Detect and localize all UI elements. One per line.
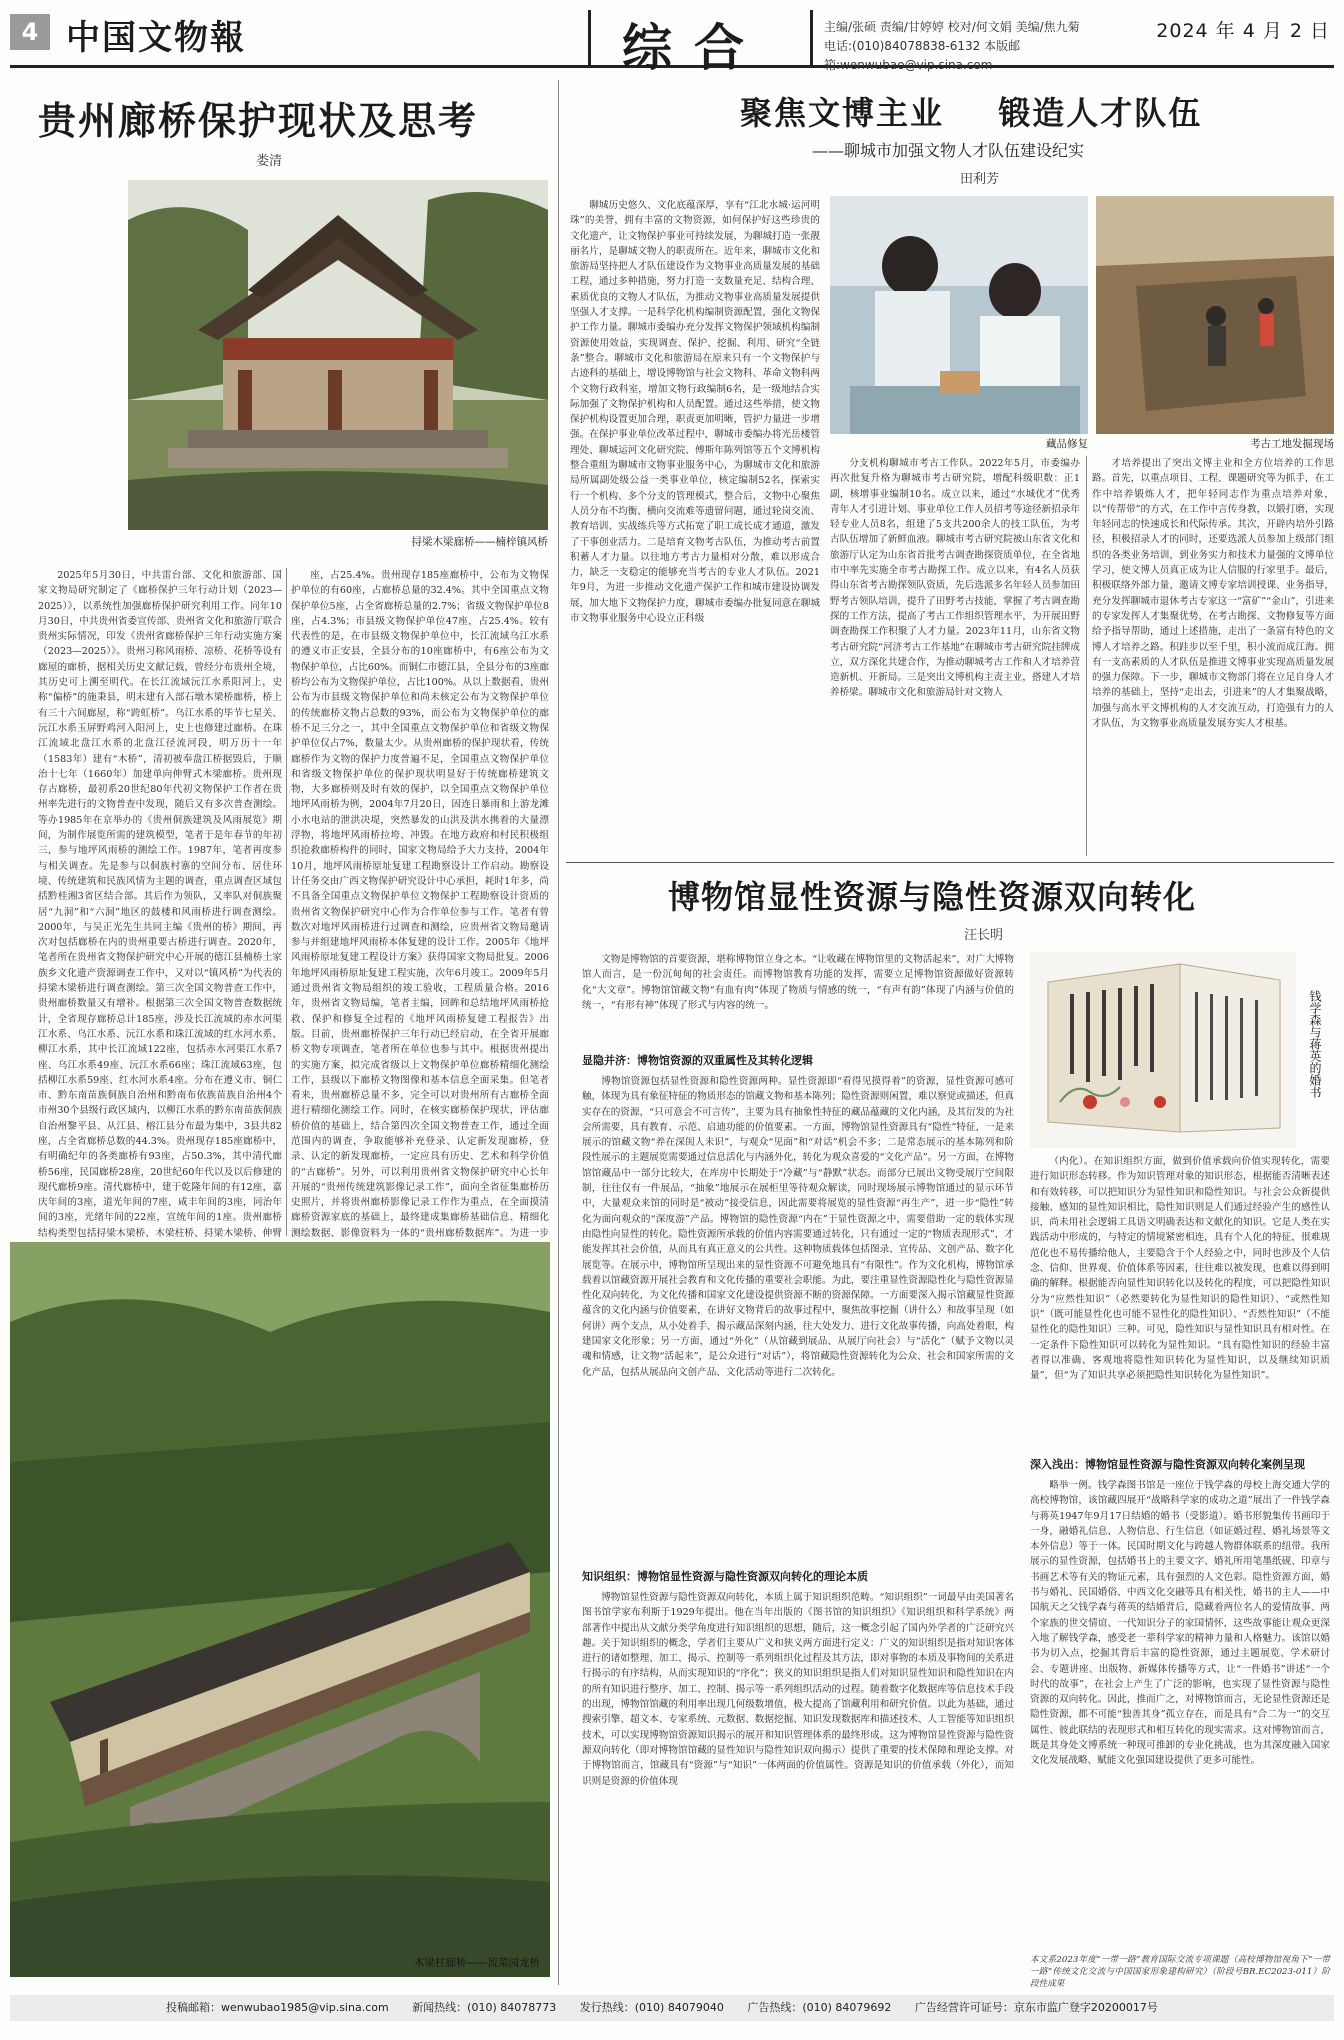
bridge-photo-1 — [128, 180, 548, 530]
photo-caption: 木梁柱廊桥——流菜园龙桥 — [414, 1957, 540, 1969]
ad-hotline: 广告热线：(010) 84079692 — [747, 2001, 892, 2014]
article-title: 贵州廊桥保护现状及思考 — [38, 98, 479, 143]
article-body-column: 博物馆资源包括显性资源和隐性资源两种。显性资源即“看得见摸得着”的资源，显性资源可感可触，体现为具有象征特征的物质形态的馆藏文物和基本陈列；隐性资源则闲置，难以察觉或描述，但真实存在的资源，“只可意会不可言传”，主要为具有抽象性特征的藏品蕴藏的文化内涵，及其衍发的为社会所需要，具有教育、示范、启迪功能的价值要素。一方面，博物馆显性资源具有“隐性”特征，一是来展示的馆藏文物“养在深闺人未识”，与观众“见面”和“对话”机会不多；二是常态展示的基本陈列和阶段性展示的主题展览需要通过信息活化与内涵外化，转化为观众喜爱的“文化产品”。另一方面，在博物馆馆藏品中一部分比较大，在库房中长期处于“冷藏”与“静默”状态。而部分已展出文物受展厅空间限制，往往仅有一件展品，“抽象”地展示在展柜里等待观众解读，同时现场展示博物馆通过的显示环节中，大量观众来馆的同时是“被动”接受信息，因此需要将展览的显性资源“再生产”，进一步“隐性”转化为面向观众的“深度游”产品。博物馆的隐性资源“内在”于显性资源之中，需要借助一定的载体实现由隐性向显性的转化。隐性资源所承载的价值内容需要通过转化，只有通过一定的“物质表现形式”，才能发挥其社会价值，从而具有真正意义的公共性。这种物质载体包括图录、宣传品、文创产品、数字化展览等。在展示中，博物馆所呈现出来的显性资源不可避免地具有“有限性”。作为文化机构，博物馆承载着以馆藏资源开展社会教育和文化传播的重要社会职能。为此，要注重显性资源隐性化与隐性资源显性化双向转化，为文化传播和国家文化建设提供资源不断的资源保障。一方面要深入揭示馆藏显性资源蕴含的文化内涵与价值要素，在讲好文物背后的故事过程中，聚焦故事挖掘（讲什么）和故事呈现（如何讲）两个支点，从小处着手、揭示藏品深刻内涵，往大处发力、进行文化故事传播，向高处着眼，构建国家文化形象；另一方面，通过“外化”（从馆藏到展品、从展厅向社会）与“活化”（赋予文物以灵魂和情感，让文物“活起来”，是公众进行“对话”），将馆藏隐性资源转化为公众、社会和国家所需的文化产品，包括从展品向文创产品、文化活动等进行二次转化。 — [582, 1076, 1014, 1378]
marriage-certificate-image — [1030, 952, 1296, 1148]
article-author: 娄清 — [256, 154, 283, 169]
article-body-column: （内化）。在知识组织方面，做到价值承载向价值实现转化，需要进行知识形态转移。作为知识管理对象的知识形态，根据能否清晰表述和有效转移，可以把知识分为显性知识和隐性知识。与社会公众新提供接触、感知的显性知识相比，隐性知识则是人们通过经验产生的感性认识，尚未用社会逻辑工具语文明确表达和文献化的知识。它是人类在实践活动中形成的，与特定的情境紧密相连，具有个人化的特征，很难规范化也不易传播给他人，主要隐含于个人经验之中，同时也涉及个人信念、信仰、世界观、价值体系等因素，往往难以被发现，也难以得到明确的解释。根据能否向显性知识转化以及转化的程度，可以把隐性知识分为“应然性知识”（必然要转化为显性知识的隐性知识）、“或然性知识”（既可能显性化也可能不显性化的隐性知识）、“否然性知识”（不能显性化的隐性知识）三种。可见，隐性知识与显性知识具有相对性。在一定条件下隐性知识可以转化为显性知识。“具有隐性知识的经验丰富者得以准确、客观地将隐性知识转化为显性知识，以及继续知识质量”，但“为了知识共享必须把隐性知识转化为显性知识”。 — [1030, 1156, 1330, 1382]
masthead-divider — [810, 10, 813, 66]
article-body-column: 聊城历史悠久、文化底蕴深厚，享有“江北水城·运河明珠”的美誉，拥有丰富的文物资源，如何保护好这些珍贵的文化遗产，让文物保护事业可持续发展，为聊城打造一张靓丽名片，是聊城文物人的职责所在。近年来，聊城市文化和旅游局坚持把人才队伍建设作为文物事业高质量发展的基础工程，通过多种措施，努力打造一支数量充足、结构合理、素质优良的文物人才队伍，为推动文物事业高质量发展提供坚强人才支撑。一是科学化机构编制资源配置，强化文物保护工作力量。聊城市委编办充分发挥文物保护领域机构编制资源使用效益，实现调查、保护、挖掘、利用、研究“全链条”整合。聊城市文化和旅游局在原来只有一个文物保护与古迹科的基础上，增设博物馆与社会文物科、革命文物科两个文物行政科室，增加文物行政编制6名，是一级地结合实际加强了文物保护机构和人员配置。通过这些举措，使文物保护机构设置更加合理，职责更加明晰，管护力量进一步增强。在保护事业单位改革过程中，聊城市委编办将光岳楼管理处、聊城运河文化研究院、傅斯年陈列馆等五个文博机构整合重组为聊城市文物事业服务中心，为聊城市文化和旅游局所属副处级公益一类事业单位，核定编制52名，探索实行一个机构、多个分支的管理模式，整合后，文物中心聚焦人员分布不均衡、横向交流难等遗留问题，通过轮岗交流、教育培训、实战练兵等方式拓宽了职工成长成才通道，激发了干事创业活力。二是培育文物考古队伍，为推动考古前置积蓄人才力量。以往地方考古力量相对分散，难以形成合力，缺乏一支稳定的能够充当考古的专业人才队伍。2021年9月，为进一步推动文化遗产保护工作和城市建设协调发展，加大地下文物保护力度，聊城市委编办批复同意在聊城市文物事业服务中心设立正科级 — [570, 200, 820, 625]
photo-caption: 挦梁木梁廊桥——楠梓镇风桥 — [411, 536, 548, 548]
photo-caption: 考古工地发掘现场 — [1250, 438, 1334, 450]
marriage-certificate-photo — [1030, 952, 1296, 1148]
article-body-column: 分支机构聊城市考古工作队。2022年5月，市委编办再次批复升格为聊城市考古研究院，增配科级职数：正1副，核增事业编制10名。成立以来，通过“水城优才”优秀青年人才引进计划、事业单位工作人员招考等途径新招录年轻专业人员8名，组建了5支共200余人的技工队伍，为考古队伍增加了新鲜血液。聊城市考古研究院被山东省文化和旅游厅认定为山东省首批考古调查勘探资质单位，在全省地市中率先实施全市考古勘探工作。成立以来，有4名人员获得山东省考古勘探领队资质，先后选派多名年轻人员参加田野考古领队培训，提升了田野考古技能，掌握了考古调查勘探的工作方法，提高了考古工作组织管理水平，为开展田野调查勘探工作积聚了人才力量。2023年11月，山东省文物考古研究院“河济考古工作基地”在聊城市考古研究院挂牌成立，双方深化共建合作，为推动聊城考古工作和人才培养营造新机、开新局。三是突出文博机构主责主业，搭建人才培养桥梁。聊城市文化和旅游局针对文物人 — [830, 458, 1080, 699]
column-rule — [286, 568, 287, 1236]
masthead-divider — [588, 10, 591, 66]
bridge-photo-2 — [10, 1242, 550, 1977]
page-number: 4 — [10, 14, 50, 50]
article-body-column: 才培养提出了突出文博主业和全方位培养的工作思路。首先，以重点项目、工程、课题研究等为抓手，在工作中培养锻炼人才，把年轻同志作为重点培养对象，以“传帮带”的方式，在工作中言传身教，以锻打磨，实现年轻同志的快速成长和代际传承。其次，开辟内培外引路径，积极招录人才的同时，还要选派人员参加上级部门组织的各类业务培训，到业务实力和技术力量强的文博单位学习，使文博人员真正成为让人信服的行家里手。最后，积极联络外部力量，邀请文博专家培训授课、业务指导，充分发挥聊城市退休考古专家这一“富矿”“金山”，引进来的专家发挥人才集聚优势，在考古勘探、文物修复等方面给予指导帮助，通过上述措施，走出了一条富有特色的文博人才培养之路。积跬步以至千里，积小流而成江海。拥有一支高素质的人才队伍是推进文博事业实现高质量发展的强力保障。下一步，聊城市文物部门将在立足自身人才培养的基础上，坚持“走出去，引进来”的人才集聚战略，加强与高水平文博机构的人才交流互动，打造强有力的人才队伍，为文物事业高质量发展夯实人才根基。 — [1092, 458, 1334, 730]
excavation-photo — [1096, 196, 1334, 434]
article-title: 博物馆显性资源与隐性资源双向转化 — [668, 878, 1197, 916]
article-title — [740, 88, 1202, 134]
distribution-hotline: 发行热线：(010) 84079040 — [579, 2001, 724, 2014]
editors-info — [824, 18, 1184, 75]
editors-line: 主编/张硕 责编/甘婷婷 校对/何文娟 美编/焦九菊 — [824, 20, 1080, 34]
article-body-column: 2025年5月30日，中共雷台部、文化和旅游部、国家文物局研究制定了《廊桥保护三年行动计划（2023—2025）》，以系统性加强廊桥保护研究利用工作。同年10月30日，中共贵州省委宣传部、贵州省文化和旅游厅联合贵州实际情况，印发《贵州省廊桥保护三年行动实施方案（2023—2025）》。贵州习称风雨桥、凉桥、花桥等设有廊屋的廊桥，据相关历史文献记载，曾经分布贵州全境，其历史可上溯至明代。在长江流域沅江水系阳河上，史称“偏桥”的施秉县，明末建有入部石墩木梁桥廊桥，桥上有三十六间廊屋，称“跨虹桥”。乌江水系的毕节七星关、沅江水系玉屏野鸡河入阳河上，史上也修建过廊桥。在珠江流域北盘江水系的北盘江径流河段，明万历十一年（1583年）建有“木桥”，清初被奉盘江桥据毁后，于顺治十七年（1660年）加建单向伸臂式木梁廊桥。贵州现存古廊桥，最初系20世纪80年代初文物保护工作者在贵州率先进行的文物普查中发现，随后又有多次普查测绘。等办1985年在京举办的《贵州侗族建筑及风雨展览》期间，为制作展览所需的建筑模型，笔者于是年春节的年初三，参与地坪风雨桥的测绘工作。1987年，笔者再度参与相关调查。先是参与以侗族村寨的空间分布、居住环境、传统建筑和民族风情为主题的调查，重点调查区域包括黔桂湘3省区结合部。其后作为领队，又率队对侗族聚居“九洞”和“六洞”地区的鼓楼和风雨桥进行调查测绘。2000年，与吴正光先生共同主编《贵州的桥》期间，再次对包括廊桥在内的贵州重要古桥进行调查。2020年，笔者所在贵州省文物保护研究中心开展的德江县楠桥土家族乡文化遗产资源调查工作中，又对以“镇风桥”为代表的挦梁木梁桥进行调查测绘。第三次全国文物普查工作中，贵州廊桥数量又有增补。根据第三次全国文物普查数据统计，全省现存廊桥总计185座，涉及长江流域的赤水河渠江水系、乌江水系、沅江水系和珠江流域的红水河水系、柳江水系，其中长江流域122座，包括赤水河渠江水系7座、乌江水系49座、沅江水系66座；珠江流域63座，包括柳江水系59座、红水河水系4座。分布在遵义市、铜仁市、黔东南苗族侗族自治州和黔南布依族苗族自治州4个市州30个县级行政区域内，以柳江水系的黔东南苗族侗族自治州黎平县、从江县、榕江县分布最为集中，3县共82座，占全省廊桥总数的44.3%。贵州现存185座廊桥中，有明确纪年的各类廊桥有93座，占50.3%，其中清代廊桥56座，民国廊桥28座，20世纪60年代以及以后修建的现代廊桥9座。清代廊桥中，建于乾隆年间的有12座，嘉庆年间的3座，道光年间的7座，咸丰年间的3座，同治年间的3座，光绪年间的22座，宣统年间的1座。贵州廊桥结构类型包括挦梁木梁桥、木梁柱桥、挦梁木梁桥、伸臂 — [38, 570, 282, 1239]
article-footnote: 本文系2023年度“一带一路”教育国际交流专项课题（高校博物馆视角下“一带一路”传统文化交流与中国国家形象建构研究）（阶段号BR.EC2023-011）阶段性成果 — [1030, 1955, 1330, 1989]
title-part-2: 锻造人才队伍 — [998, 94, 1203, 132]
excavation-photo-image — [1096, 196, 1334, 434]
photo-caption: 钱学森与蒋英的婚书 — [1308, 990, 1322, 1098]
conservation-photo-image — [830, 196, 1088, 434]
article-body-column: 博物馆显性资源与隐性资源双向转化，本质上属于知识组织范畴。“知识组织”一词最早由美国著名图书馆学家布利斯于1929年提出。他在当年出版的《图书馆的知识组织》《知识组织和科学系统》两部著作中提出从文献分类学角度进行知识组织的思想，随后，这一概念引起了国内外学者的广泛研究兴趣。关于知识组织的概念，学者们主要从广义和狭义两方面进行定义：广义的知识组织是指对知识客体进行的诸如整理、加工、揭示、控制等一系列组织化过程及其方法，即对事物的本质及事物间的关系进行揭示的有序结构，从而实现知识的“序化”；狭义的知识组织是指人们对知识显性知识和隐性知识在内的所有知识进行整序、加工、控制、揭示等一系列组织活动的过程。随着数字化数据库等信息技术手段的出现，博物馆馆藏的利用率出现几何级数增值，极大提高了馆藏利用和研究价值。以此为基础，通过搜索引擎、超文本、专家系统、元数据、数据挖掘、知识发现数据库和描述技术、人工智能等知识组织技术，可以实现博物馆资源知识揭示的展开和知识管理体系的最终形成。这为博物馆显性资源与隐性资源双向转化（即对博物馆馆藏的显性知识与隐性知识双向揭示）提供了重要的技术保障和理论支撑。对于博物馆而言，馆藏具有“资源”与“知识”一体两面的价值属性。资源是知识的价值承载（外化），而知识则是资源的价值体现 — [582, 1592, 1014, 1787]
conservation-photo — [830, 196, 1088, 434]
newspaper-name: 中国文物報 — [66, 18, 246, 58]
submission-email: 投稿邮箱：wenwubao1985@vip.sina.com — [166, 2001, 389, 2014]
article-author: 汪长明 — [964, 928, 1004, 943]
photo-caption: 藏品修复 — [1046, 438, 1088, 450]
title-part-1: 聚焦文博主业 — [740, 94, 945, 132]
bridge-photo-2-image — [10, 1242, 550, 1977]
column-rule — [1086, 456, 1087, 856]
section-heading: 知识组织：博物馆显性资源与隐性资源双向转化的理论本质 — [582, 1570, 868, 1583]
masthead — [10, 10, 1334, 77]
article-body-column: 略举一例。钱学森图书馆是一座位于钱学森的母校上海交通大学的高校博物馆，该馆藏四展开“战略科学家的成功之道”展出了一件钱学森与蒋英1947年9月17日结婚的婚书（受影道）。婚书形貌集传书画印于一身，融婚礼信息、人物信息、行生信息（如证婚过程、婚礼场景等文本外信息）等于一体。民国时期文化与跨越人物群体联系的纽带。我所展示的显性资源，包括婚书上的主要文字、婚礼所用笔墨纸砚、印章与书画艺术等有关的物证元素，具有强烈的人文色彩。隐性资源方面，婚书与婚礼、民国婚俗、中西文化交融等具有相关性，婚书的主人——中国航天之父钱学森与蒋英的结婚背后，隐藏着两位名人的爱情故事、两个家族的世交情谊、一代知识分子的家国情怀，这些故事能让观众更深入地了解钱学森，感受老一辈科学家的精神力量和人格魅力。该馆以婚书为切入点，挖掘其背后丰富的隐性资源，通过主题展览、学术研讨会、专题讲座、出版物、新媒体传播等方式，让“一件婚书”讲述“一个时代的故事”，在社会上产生了广泛的影响，也实现了显性资源与隐性资源的双向转化。因此，推而广之，对博物馆而言，无论显性资源还是隐性资源，都不可能“独善其身”孤立存在，而是具有“合二为一”的交互属性、彼此联结的表现形式和相互转化的现实需求。这对博物馆而言，既是其身处文博系统一种现可推卸的专业化挑战，也为其深度融入国家文化发展战略、赋能文化强国建设提供了更多可能性。 — [1030, 1480, 1330, 1767]
bridge-photo-1-image — [128, 180, 548, 530]
section-heading: 显隐并济：博物馆资源的双重属性及其转化逻辑 — [582, 1054, 813, 1067]
article-separator — [558, 80, 559, 1985]
news-hotline: 新闻热线：(010) 84078773 — [412, 2001, 557, 2014]
article-author: 田利芳 — [960, 172, 1000, 187]
article-subtitle: ——聊城市加强文物人才队伍建设纪实 — [812, 141, 1085, 160]
article-intro: 文物是博物馆的首要资源，堪称博物馆立身之本。“让收藏在博物馆里的文物活起来”，对广大博物馆人而言，是一份沉甸甸的社会责任。而博物馆教育功能的发挥，需要立足博物馆资源做好资源转化“大文章”。博物馆馆藏文物“有血有肉”体现了物质与情感的统一，“有声有韵”体现了内涵与价值的统一，“有形有神”体现了形式与内容的统一。 — [582, 954, 1014, 1011]
ad-license: 广告经营许可证号：京东市监广登字20200017号 — [914, 2001, 1158, 2014]
page-footer — [10, 1995, 1334, 2021]
article-body-column: 座，占25.4%。贵州现存185座廊桥中，公布为文物保护单位的有60座，占廊桥总量的32.4%。其中全国重点文物保护单位5座，占全省廊桥总量的2.7%；省级文物保护单位8座，占4.3%；市县级文物保护单位47座，占25.4%。较有代表性的是，在市县级文物保护单位中，长江流域乌江水系的遵义市正安县，全县分布的10座廊桥中，有6座公布为文物保护单位，占比60%。而铜仁市德江县，全县分布的3座廊桥均公布为文物保护单位，占比100%。从以上数据看，贵州公布为市县级文物保护单位和尚未核定公布为文物保护单位的传统廊桥文物占总数的93%，而公布为文物保护单位的廊桥不足三分之一，其中全国重点文物保护单位和省级文物保护单位仅占7%，数量太少。从贵州廊桥的保护现状看，传统廊桥作为文物的保护力度普遍不足，全国重点文物保护单位和省级文物保护单位的保护现状明显好于传统廊桥建筑文物，大多廊桥则及时有效的保护，以全国重点文物保护单位地坪风雨桥为例，2004年7月20日，因连日暴雨和上游龙滩小水电站的泄洪决堤，突然暴发的山洪及洪水携着的大量漂浮物，将地坪风雨桥拉垮、冲毁。在地方政府和村民积极组织抢救廊桥构件的同时，国家文物局给予大力支持，2004年10月，地坪风雨桥原址复建工程勘察设计工作启动。勘察设计任务交由广西文物保护研究设计中心承担，耗时1年多，尚不具备全国重点文物保护单位文物保护工程勘察设计资质的贵州省文物保护研究中心作为合作单位参与工作。笔者有曾数次对地坪风雨桥进行过调查和测绘，应贵州省文物局邀请参与并组建地坪风雨桥本体复建的设计工作。2005年《地坪风雨桥原址复建工程设计方案》获得国家文物局批复。2006年地坪风雨桥原址复建工程实施，次年6月竣工。2009年5月通过贵州省文物局组织的竣工验收，工程质量合格。2016年，贵州省文物局编，笔者主编，回眸和总结地坪风雨桥抢救、保护和修复全过程的《地坪风雨桥复建工程报告》出版。目前，贵州廊桥保护三年行动已经启动，在全省开展廊桥文物专项调查，笔者所在单位也参与其中。根据贵州提出的实施方案，拟完成省级以上文物保护单位廊桥精细化测绘工作，县级以下廊桥文物图像和基本信息全面采集。但笔者看来，贵州廊桥总量不多，完全可以对贵州所有古廊桥全面进行精细化测绘工作。同时，在核实廊桥保护现状，评估廊桥价值的基础上，结合第四次全国文物普查工作，通过全面范围内的调查，争取能够补充登录、认定新发现廊桥，登录、认定的新发现廊桥，一定应具有历史、艺术和科学价值的“古廊桥”。另外，可以利用贵州省文物保护研究中心长年开展的“贵州传统建筑影像记录工作”，面向全省征集廊桥历史照片，并将贵州廊桥影像记录工作作为重点，在全面摸清廊桥资源家底的基础上，最终建成集廊桥基础信息、精细化测绘数据、影像资料为一体的“贵州廊桥数据库”。为进一步 — [291, 570, 549, 1239]
section-name: 综合 — [622, 19, 766, 77]
section-heading: 深入浅出：博物馆显性资源与隐性资源双向转化案例呈现 — [1030, 1458, 1305, 1471]
contact-line: 电话:(010)84078838-6132 本版邮箱:wenwubao@vip.sina.com — [824, 39, 1021, 72]
article-separator — [566, 862, 1334, 863]
publication-date: 2024 年 4 月 2 日 — [1156, 20, 1330, 42]
